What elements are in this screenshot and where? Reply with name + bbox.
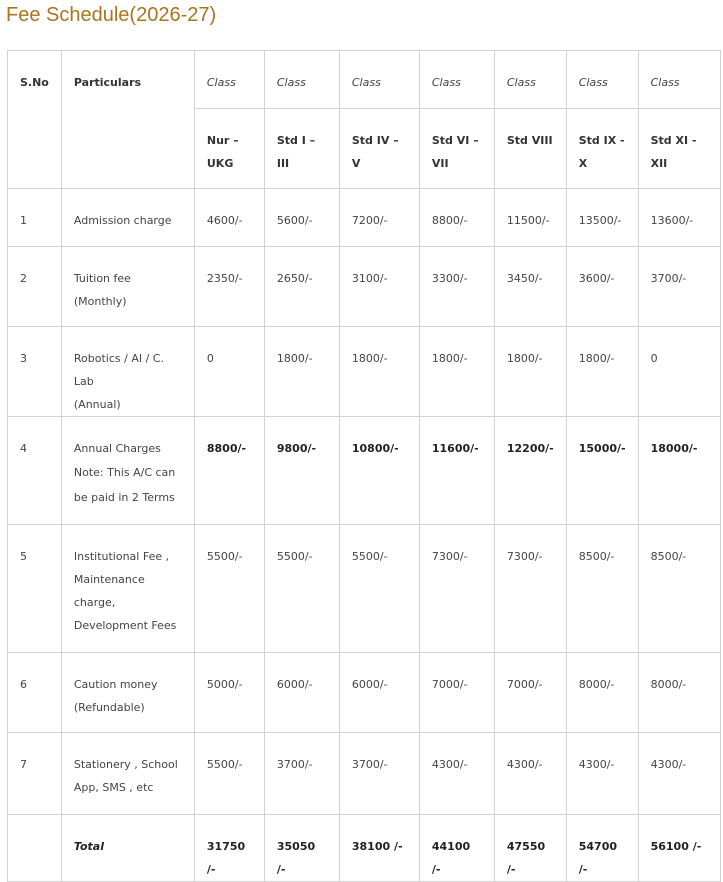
fee-value: 18000/- xyxy=(638,417,720,525)
particulars-line: Note: This A/C can be paid in 2 Terms xyxy=(73,466,176,504)
fee-value: 12200/- xyxy=(494,417,566,525)
row-sno: 1 xyxy=(8,189,62,247)
page-title: Fee Schedule(2026-27) xyxy=(6,4,217,26)
particulars-line: Admission charge xyxy=(73,214,172,227)
fee-value: 6000/- xyxy=(264,653,339,733)
table-row xyxy=(8,733,721,815)
fee-value: 9800/- xyxy=(264,417,339,525)
fee-value: 8500/- xyxy=(566,525,638,653)
fee-value: 4300/- xyxy=(494,733,566,815)
header-class-name: Std IV – V xyxy=(339,109,419,189)
total-value: 35050 /- xyxy=(264,815,339,882)
fee-value: 7300/- xyxy=(419,525,494,653)
fee-value: 1800/- xyxy=(339,327,419,417)
row-particulars xyxy=(61,327,194,417)
header-particulars: Particulars xyxy=(61,51,194,189)
header-class-name: Std VIII xyxy=(494,109,566,189)
particulars-line: Stationery , School App, SMS , etc xyxy=(73,758,178,794)
fee-value: 8000/- xyxy=(566,653,638,733)
particulars-line: Institutional Fee , Maintenance charge, Development Fees xyxy=(73,550,177,632)
fee-value: 1800/- xyxy=(419,327,494,417)
total-row xyxy=(8,815,721,882)
particulars-line: Caution money xyxy=(73,678,158,691)
header-class-label: Class xyxy=(194,51,264,109)
row-sno: 2 xyxy=(8,247,62,327)
fee-value: 4600/- xyxy=(194,189,264,247)
fee-value: 5500/- xyxy=(339,525,419,653)
header-class-name: Std VI – VII xyxy=(419,109,494,189)
fee-value: 8800/- xyxy=(419,189,494,247)
fee-value: 10800/- xyxy=(339,417,419,525)
fee-value: 7300/- xyxy=(494,525,566,653)
total-label: Total xyxy=(61,815,194,882)
header-class-name: Std IX - X xyxy=(566,109,638,189)
fee-value: 1800/- xyxy=(566,327,638,417)
fee-value: 11600/- xyxy=(419,417,494,525)
fee-value: 3700/- xyxy=(638,247,720,327)
row-sno: 7 xyxy=(8,733,62,815)
header-class-name: Std XI - XII xyxy=(638,109,720,189)
row-particulars xyxy=(61,525,194,653)
header-class-label: Class xyxy=(566,51,638,109)
fee-value: 7000/- xyxy=(494,653,566,733)
particulars-line: Robotics / AI / C. Lab xyxy=(73,352,164,388)
row-sno: 6 xyxy=(8,653,62,733)
row-particulars xyxy=(61,247,194,327)
header-sno: S.No xyxy=(8,51,62,189)
header-class-name: Nur – UKG xyxy=(194,109,264,189)
fee-value: 13500/- xyxy=(566,189,638,247)
fee-value: 3700/- xyxy=(264,733,339,815)
fee-value: 3100/- xyxy=(339,247,419,327)
table-row xyxy=(8,189,721,247)
fee-value: 0 xyxy=(194,327,264,417)
fee-value: 8800/- xyxy=(194,417,264,525)
fee-value: 3700/- xyxy=(339,733,419,815)
fee-value: 3600/- xyxy=(566,247,638,327)
table-row xyxy=(8,653,721,733)
row-sno: 5 xyxy=(8,525,62,653)
particulars-line: Annual Charges xyxy=(73,442,161,455)
particulars-line: (Annual) xyxy=(73,398,121,411)
fee-value: 5500/- xyxy=(194,525,264,653)
fee-value: 8000/- xyxy=(638,653,720,733)
fee-value: 15000/- xyxy=(566,417,638,525)
table-row xyxy=(8,417,721,525)
row-sno: 4 xyxy=(8,417,62,525)
fee-value: 5500/- xyxy=(194,733,264,815)
fee-value: 2650/- xyxy=(264,247,339,327)
fee-value: 4300/- xyxy=(419,733,494,815)
fee-value: 8500/- xyxy=(638,525,720,653)
fee-value: 4300/- xyxy=(566,733,638,815)
total-value: 31750 /- xyxy=(194,815,264,882)
fee-value: 1800/- xyxy=(494,327,566,417)
table-row xyxy=(8,247,721,327)
row-sno: 3 xyxy=(8,327,62,417)
fee-value: 13600/- xyxy=(638,189,720,247)
fee-value: 7200/- xyxy=(339,189,419,247)
header-class-label: Class xyxy=(264,51,339,109)
total-value: 54700 /- xyxy=(566,815,638,882)
fee-value: 7000/- xyxy=(419,653,494,733)
header-class-label: Class xyxy=(494,51,566,109)
fee-value: 4300/- xyxy=(638,733,720,815)
fee-value: 5000/- xyxy=(194,653,264,733)
header-row xyxy=(8,51,721,109)
fee-value: 2350/- xyxy=(194,247,264,327)
header-class-name: Std I – III xyxy=(264,109,339,189)
fee-value: 1800/- xyxy=(264,327,339,417)
particulars-line: (Refundable) xyxy=(73,701,145,714)
total-value: 44100 /- xyxy=(419,815,494,882)
row-particulars xyxy=(61,417,194,525)
header-class-label: Class xyxy=(339,51,419,109)
fee-value: 11500/- xyxy=(494,189,566,247)
fee-value: 3450/- xyxy=(494,247,566,327)
particulars-line: (Monthly) xyxy=(73,295,127,308)
total-value: 47550 /- xyxy=(494,815,566,882)
fee-value: 5600/- xyxy=(264,189,339,247)
fee-value: 5500/- xyxy=(264,525,339,653)
row-particulars xyxy=(61,733,194,815)
row-particulars xyxy=(61,653,194,733)
particulars-line: Tuition fee xyxy=(73,272,131,285)
header-class-label: Class xyxy=(419,51,494,109)
total-value: 38100 /- xyxy=(339,815,419,882)
row-particulars xyxy=(61,189,194,247)
fee-value: 3300/- xyxy=(419,247,494,327)
table-row xyxy=(8,525,721,653)
total-value: 56100 /- xyxy=(638,815,720,882)
table-row xyxy=(8,327,721,417)
total-sno xyxy=(8,815,62,882)
header-class-label: Class xyxy=(638,51,720,109)
fee-value: 0 xyxy=(638,327,720,417)
fee-schedule-table xyxy=(7,50,721,882)
fee-value: 6000/- xyxy=(339,653,419,733)
